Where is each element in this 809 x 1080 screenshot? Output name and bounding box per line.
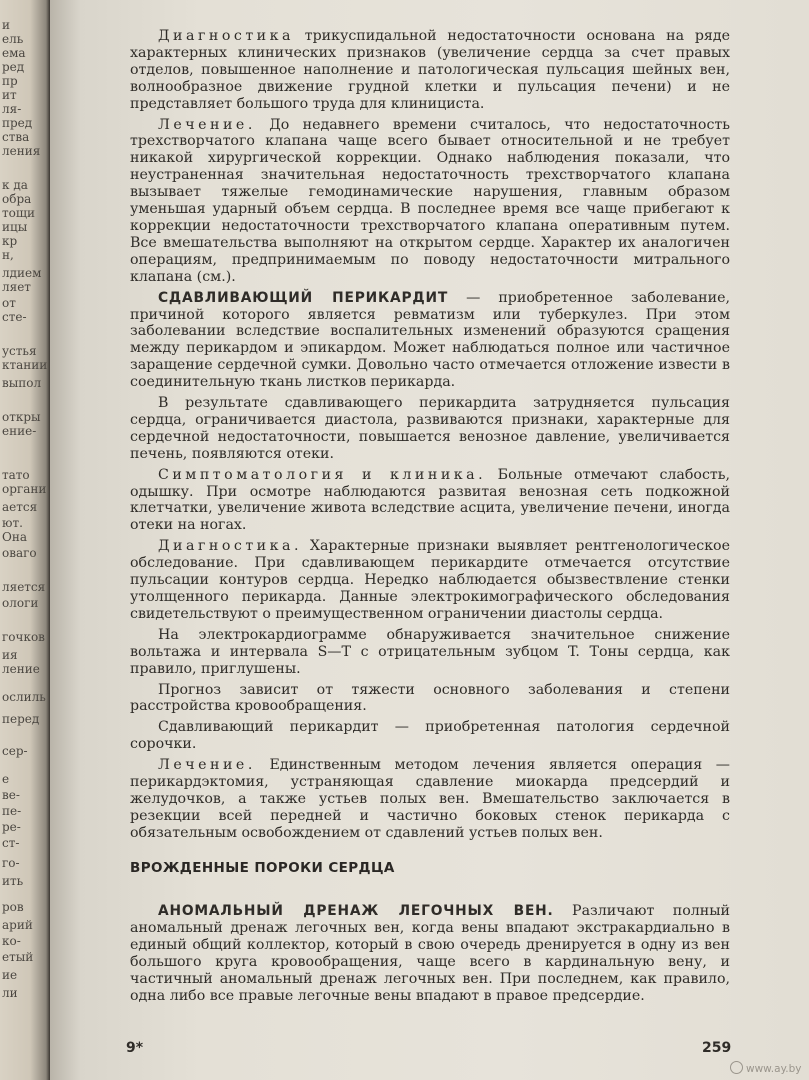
facing-page-fragment: Она bbox=[2, 530, 27, 544]
facing-page-fragment: н, bbox=[2, 248, 14, 262]
paragraph-lead: Диагностика bbox=[158, 28, 294, 44]
section-paragraph bbox=[130, 903, 730, 1004]
facing-page-fragment: ля- bbox=[2, 102, 22, 116]
paragraph-lead: Лечение. bbox=[158, 116, 256, 133]
facing-page-fragment: ред bbox=[2, 60, 25, 74]
paragraph bbox=[130, 467, 730, 535]
facing-page-fragment: ляет bbox=[2, 280, 31, 294]
paragraph bbox=[130, 395, 730, 463]
facing-page-fragment: ктании bbox=[2, 358, 48, 372]
facing-page-fragment: оваго bbox=[2, 546, 37, 560]
facing-page-fragment: гочков bbox=[2, 630, 45, 644]
paragraph-lead: Диагностика. bbox=[158, 538, 302, 555]
facing-page-fragment: обра bbox=[2, 192, 32, 206]
watermark-icon bbox=[730, 1061, 743, 1074]
watermark bbox=[730, 1061, 802, 1075]
paragraph bbox=[130, 682, 730, 716]
paragraph bbox=[130, 538, 730, 623]
book-page bbox=[50, 0, 809, 1080]
section-title: ВРОЖДЕННЫЕ ПОРОКИ СЕРДЦА bbox=[130, 860, 395, 876]
paragraph-body: Больные отмечают слабость, одышку. При осмотре наблюдаются развитая венозная сеть подкожной клетчатки, увеличение живота вследствие асцита, увеличение печени, иногда отеки на ногах. bbox=[130, 466, 730, 534]
facing-page-fragment: го- bbox=[2, 856, 20, 870]
facing-page-fragment: ре- bbox=[2, 820, 21, 834]
facing-page-fragment: ема bbox=[2, 46, 26, 60]
facing-page-fragment: етый bbox=[2, 950, 34, 964]
facing-page-fragment: сер- bbox=[2, 744, 28, 758]
facing-page-fragment: кр bbox=[2, 234, 18, 248]
facing-page-fragment: к да bbox=[2, 178, 28, 192]
facing-page-fragment: е bbox=[2, 772, 10, 786]
facing-page-fragment: пе- bbox=[2, 804, 22, 818]
page-number: 259 bbox=[702, 1040, 732, 1056]
facing-page-fragment: сте- bbox=[2, 310, 27, 324]
paragraph-body: В результате сдавливающего перикардита затрудняется пульсация сердца, ограничивается диастола, развиваются признаки, характерные для сердечной недостаточности, повышается венозное давление, увеличивается печень, появляются отеки. bbox=[130, 395, 730, 462]
paragraph-body: трикуспидальной недостаточности основана на ряде характерных клинических признаков (увеличение сердца за счет правых отделов, повышенное наполнение и патологическая пульсация шейных вен, волнообразное движение грудной клетки и пульсация печени) и не представляет большого труда для клинициста. bbox=[130, 28, 730, 112]
section-paragraph-lead: АНОМАЛЬНЫЙ ДРЕНАЖ ЛЕГОЧНЫХ ВЕН. bbox=[158, 903, 554, 919]
facing-page-fragment: ст- bbox=[2, 836, 20, 850]
facing-page-fragment: выпол bbox=[2, 376, 42, 390]
paragraph bbox=[130, 117, 730, 286]
facing-page-fragment: ление bbox=[2, 662, 40, 676]
facing-page-fragment: ко- bbox=[2, 934, 21, 948]
facing-page-fragment: тощи bbox=[2, 206, 36, 220]
paragraph-lead: Лечение. bbox=[158, 757, 256, 774]
facing-page-fragment: ления bbox=[2, 144, 41, 158]
facing-page-fragment: тато bbox=[2, 468, 30, 482]
paragraph-lead: Симптоматология и клиника. bbox=[158, 466, 487, 483]
facing-page-fragment: ель bbox=[2, 32, 24, 46]
paragraph-lead: СДАВЛИВАЮЩИЙ ПЕРИКАРДИТ bbox=[158, 289, 449, 306]
facing-page-fragment: ологи bbox=[2, 596, 39, 610]
paragraph-body: Прогноз зависит от тяжести основного заболевания и степени расстройства кровообращения. bbox=[130, 681, 730, 715]
facing-page-edge bbox=[0, 0, 50, 1080]
signature-mark: 9* bbox=[126, 1040, 144, 1056]
paragraph bbox=[130, 757, 730, 842]
facing-page-fragment: пред bbox=[2, 116, 33, 130]
facing-page-fragment: перед bbox=[2, 712, 40, 726]
facing-page-fragment: ается bbox=[2, 500, 38, 514]
facing-page-fragment: ров bbox=[2, 900, 24, 914]
section-paragraph-body: Различают полный аномальный дренаж легочных вен, когда вены впадают экстракардиально в единый общий коллектор, который в свою очередь дренируется в одну из вен большого круга кровообращения, чаще всего в кардинальную вену, и частичный аномальный дренаж легочных вен. При последнем, как правило, одна либо все правые легочные вены впадают в правое предсердие. bbox=[130, 903, 730, 1004]
facing-page-fragment: ие bbox=[2, 968, 18, 982]
facing-page-fragment: ляется bbox=[2, 580, 46, 594]
facing-page-fragment: арий bbox=[2, 918, 33, 932]
paragraph-body: Единственным методом лечения является операция — перикардэктомия, устраняющая сдавление миокарда предсердий и желудочков, а также устьев полых вен. Вмешательство заключается в резекции всей передней и частично боковых стенок перикарда с обязательным освобождением от сдавлений устьев полых вен. bbox=[130, 757, 730, 841]
facing-page-fragment: ить bbox=[2, 874, 24, 888]
watermark-text: www.ay.by bbox=[746, 1063, 802, 1075]
paragraph bbox=[130, 719, 730, 753]
paragraph bbox=[130, 290, 730, 391]
facing-page-fragment: и bbox=[2, 18, 10, 32]
facing-page-fragment: ение- bbox=[2, 424, 37, 438]
section-text bbox=[130, 903, 730, 1004]
facing-page-fragment: пр bbox=[2, 74, 18, 88]
paragraph bbox=[130, 28, 730, 113]
facing-page-fragment: ослиль bbox=[2, 690, 46, 704]
paragraph bbox=[130, 627, 730, 678]
facing-page-fragment: устья bbox=[2, 344, 37, 358]
facing-page-fragment: ства bbox=[2, 130, 30, 144]
facing-page-fragment: откры bbox=[2, 410, 41, 424]
facing-page-fragment: ют. bbox=[2, 516, 23, 530]
facing-page-fragment: ве- bbox=[2, 788, 20, 802]
facing-page-fragment: от bbox=[2, 296, 16, 310]
paragraph-body: — приобретенное заболевание, причиной которого является ревматизм или туберкулез. При этом заболевании вследствие воспалительных изменений образуются сращения между перикардом и эпикардом. Может наблюдаться полное или частичное заращение сердечной сумки. Довольно часто отмечается отложение извести в соединительную ткань листков перикарда. bbox=[130, 289, 730, 391]
facing-page-fragment: лдием bbox=[2, 266, 42, 280]
facing-page-fragment: ит bbox=[2, 88, 17, 102]
facing-page-fragment: ли bbox=[2, 986, 18, 1000]
facing-page-fragment: ицы bbox=[2, 220, 28, 234]
paragraph-body: Характерные признаки выявляет рентгенологическое обследование. При сдавливающем перикардите отмечается отсутствие пульсации контуров сердца. Нередко наблюдается обызвествление стенки утолщенного перикарда. Данные электрокимографического обследования свидетельствуют о преимущественном ограничении диастолы сердца. bbox=[130, 538, 730, 622]
paragraph-body: До недавнего времени считалось, что недостаточность трехстворчатого клапана чаще всего бывает относительной и не требует никакой хирургической коррекции. Однако наблюдения показали, что неустраненная значительная недостаточность трехстворчатого клапана вызывает тяжелые гемодинамические нарушения, главным образом уменьшая ударный объем сердца. В последнее время все чаще прибегают к коррекции недостаточности трехстворчатого клапана оперативным путем. Все вмешательства выполняют на открытом сердце. Характер их аналогичен операциям, предпринимаемым по поводу недостаточности митрального клапана (см.). bbox=[130, 116, 730, 285]
paragraph-body: На электрокардиограмме обнаруживается значительное снижение вольтажа и интервала S—T с отрицательным зубцом T. Тоны сердца, как правило, приглушены. bbox=[130, 626, 730, 677]
paragraph-body: Сдавливающий перикардит — приобретенная патология сердечной сорочки. bbox=[130, 719, 730, 753]
main-text bbox=[130, 28, 730, 842]
facing-page-fragment: ия bbox=[2, 648, 18, 662]
facing-page-fragment: органи bbox=[2, 482, 47, 496]
